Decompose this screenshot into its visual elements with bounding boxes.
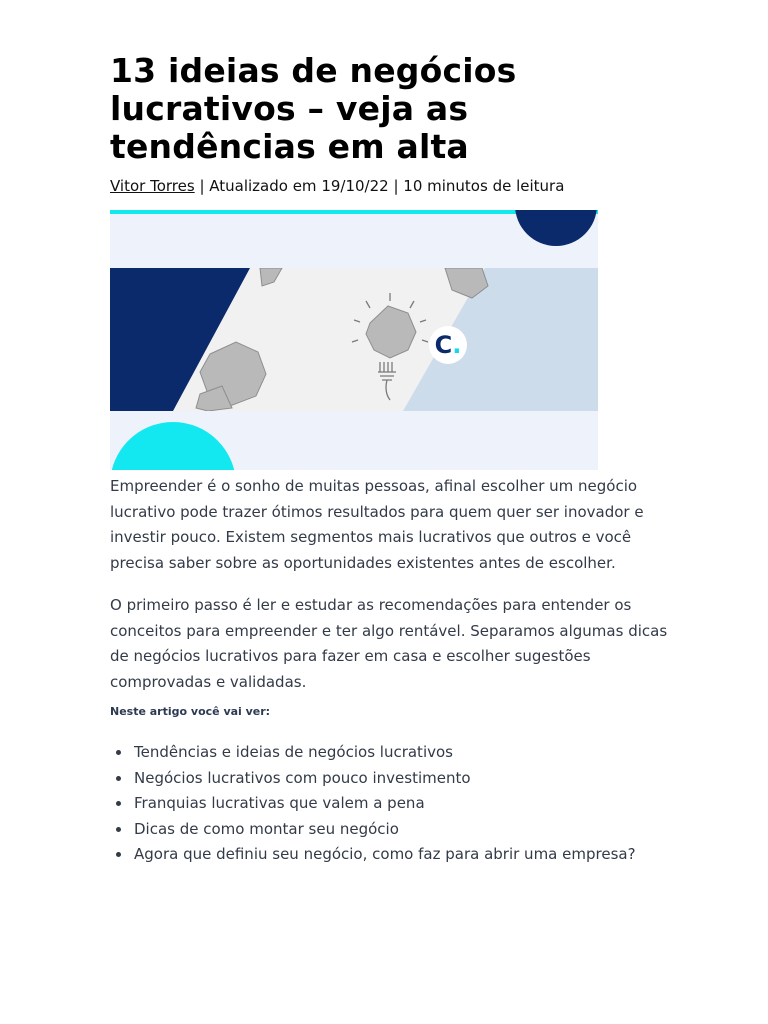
hero-circle-cyan xyxy=(110,422,236,470)
article-meta xyxy=(110,176,710,196)
hero-image xyxy=(110,210,598,470)
toc-item[interactable]: • Negócios lucrativos com pouco investimento xyxy=(132,766,710,792)
article xyxy=(110,52,710,868)
toc-item[interactable]: • Franquias lucrativas que valem a pena xyxy=(132,791,710,817)
brand-logo xyxy=(429,326,467,364)
brand-logo-dot: . xyxy=(452,331,462,359)
toc-list xyxy=(110,740,710,868)
hero-circle-navy xyxy=(515,210,597,246)
toc-item[interactable]: • Dicas de como montar seu negócio xyxy=(132,817,710,843)
author-link[interactable]: Vitor Torres xyxy=(110,177,195,195)
toc-heading: Neste artigo você vai ver: xyxy=(110,705,271,718)
article-title: 13 ideias de negócios lucrativos – veja as tendências em alta xyxy=(110,51,517,166)
toc-item[interactable]: • Agora que definiu seu negócio, como faz para abrir uma empresa? xyxy=(132,842,710,868)
meta-details: | Atualizado em 19/10/22 | 10 minutos de leitura xyxy=(194,177,565,195)
toc-item[interactable]: • Tendências e ideias de negócios lucrativos xyxy=(132,740,710,766)
intro-paragraph: Empreender é o sonho de muitas pessoas, afinal escolher um negócio lucrativo pode trazer ótimos resultados para quem quer ser inovador e investir pouco. Existem segmentos mais lucrativos que outros e você precisa saber sobre as oportunidades existentes antes de escolher. xyxy=(110,477,644,572)
hero-photo-band xyxy=(110,268,598,411)
second-paragraph: O primeiro passo é ler e estudar as recomendações para entender os conceitos para empreender e ter algo rentável. Separamos algumas dicas de negócios lucrativos para fazer em casa e escolher sugestões comprovadas e validadas. xyxy=(110,596,668,691)
brand-logo-letter: C xyxy=(434,331,453,359)
